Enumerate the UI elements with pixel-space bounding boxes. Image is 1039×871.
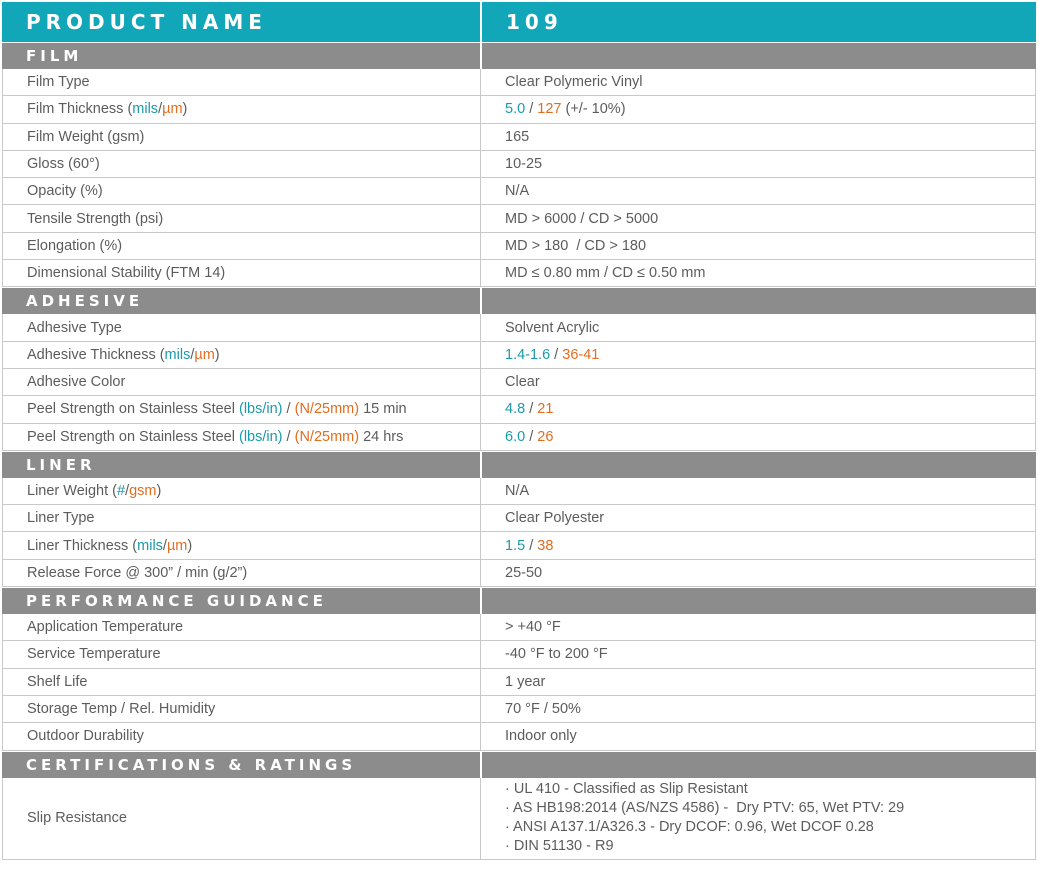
- table-row: [2, 560, 1036, 587]
- property-value-list: [480, 778, 1036, 859]
- product-name-label: PRODUCT NAME: [26, 10, 267, 34]
- section-header-liner: [2, 451, 1036, 478]
- section-title: FILM: [26, 47, 83, 65]
- section-header-performance: [2, 587, 1036, 614]
- property-value: 165: [480, 124, 1036, 150]
- property-label: Dimensional Stability (FTM 14): [2, 260, 480, 286]
- property-label: Film Weight (gsm): [2, 124, 480, 150]
- property-value: Solvent Acrylic: [480, 314, 1036, 340]
- property-value: 1.4-1.6 / 36-41: [480, 342, 1036, 368]
- property-value: 1.5 / 38: [480, 532, 1036, 558]
- product-name-value: 109: [480, 2, 1036, 42]
- property-label: Peel Strength on Stainless Steel (lbs/in) / (N/25mm) 24 hrs: [2, 424, 480, 450]
- property-label: Shelf Life: [2, 669, 480, 695]
- property-label: Gloss (60°): [2, 151, 480, 177]
- property-value: MD ≤ 0.80 mm / CD ≤ 0.50 mm: [480, 260, 1036, 286]
- property-value: Clear Polymeric Vinyl: [480, 69, 1036, 95]
- property-label: Tensile Strength (psi): [2, 205, 480, 231]
- table-row: [2, 532, 1036, 559]
- section-header-certifications: [2, 751, 1036, 778]
- property-value: Clear: [480, 369, 1036, 395]
- table-row: [2, 233, 1036, 260]
- table-row: [2, 205, 1036, 232]
- table-row: [2, 641, 1036, 668]
- property-value: N/A: [480, 178, 1036, 204]
- table-row: [2, 614, 1036, 641]
- list-item: · UL 410 - Classified as Slip Resistant: [505, 781, 748, 798]
- section-title: PERFORMANCE GUIDANCE: [26, 592, 327, 611]
- table-row: [2, 342, 1036, 369]
- section-title: LINER: [26, 455, 96, 474]
- property-label: Adhesive Type: [2, 314, 480, 340]
- section-header-adhesive: [2, 287, 1036, 314]
- property-label: Adhesive Color: [2, 369, 480, 395]
- list-item: · AS HB198:2014 (AS/NZS 4586) - Dry PTV: 65, Wet PTV: 29: [505, 800, 905, 817]
- table-header-row: [2, 2, 1036, 42]
- table-row: [2, 696, 1036, 723]
- property-label: Liner Type: [2, 505, 480, 531]
- property-value: Clear Polyester: [480, 505, 1036, 531]
- property-value: 25-50: [480, 560, 1036, 586]
- property-label: Application Temperature: [2, 614, 480, 640]
- property-label: Liner Thickness ( mils / µm ): [2, 532, 480, 558]
- table-row: [2, 478, 1036, 505]
- property-label: Slip Resistance: [2, 778, 480, 859]
- property-value: N/A: [480, 478, 1036, 504]
- property-value: 5.0 / 127 (+/- 10%): [480, 96, 1036, 122]
- property-value: 4.8 / 21: [480, 396, 1036, 422]
- table-row: [2, 178, 1036, 205]
- property-value: MD > 6000 / CD > 5000: [480, 205, 1036, 231]
- table-row: [2, 505, 1036, 532]
- property-value: > +40 °F: [480, 614, 1036, 640]
- property-label: Outdoor Durability: [2, 723, 480, 749]
- section-title: CERTIFICATIONS & RATINGS: [26, 755, 357, 774]
- property-label: Storage Temp / Rel. Humidity: [2, 696, 480, 722]
- property-label: Release Force @ 300” / min (g/2”): [2, 560, 480, 586]
- table-row: [2, 96, 1036, 123]
- property-label: Service Temperature: [2, 641, 480, 667]
- table-row: [2, 69, 1036, 96]
- property-value: 6.0 / 26: [480, 424, 1036, 450]
- property-value: 70 °F / 50%: [480, 696, 1036, 722]
- property-label: Liner Weight ( # / gsm ): [2, 478, 480, 504]
- spec-sheet-table: [2, 2, 1036, 860]
- property-label: Elongation (%): [2, 233, 480, 259]
- property-label: Adhesive Thickness ( mils / µm ): [2, 342, 480, 368]
- table-row: [2, 778, 1036, 860]
- property-value: MD > 180 / CD > 180: [480, 233, 1036, 259]
- table-row: [2, 151, 1036, 178]
- property-label: Opacity (%): [2, 178, 480, 204]
- property-value: 1 year: [480, 669, 1036, 695]
- property-value: -40 °F to 200 °F: [480, 641, 1036, 667]
- property-label: Film Type: [2, 69, 480, 95]
- table-row: [2, 369, 1036, 396]
- table-row: [2, 723, 1036, 750]
- table-row: [2, 396, 1036, 423]
- section-title: ADHESIVE: [26, 292, 144, 311]
- list-item: · ANSI A137.1/A326.3 - Dry DCOF: 0.96, Wet DCOF 0.28: [505, 819, 874, 836]
- property-value: Indoor only: [480, 723, 1036, 749]
- property-label: Film Thickness ( mils / µm ): [2, 96, 480, 122]
- list-item: · DIN 51130 - R9: [505, 838, 614, 855]
- table-row: [2, 314, 1036, 341]
- property-label: Peel Strength on Stainless Steel (lbs/in) / (N/25mm) 15 min: [2, 396, 480, 422]
- table-row: [2, 124, 1036, 151]
- table-row: [2, 669, 1036, 696]
- table-row: [2, 424, 1036, 451]
- property-value: 10-25: [480, 151, 1036, 177]
- section-header-film: [2, 42, 1036, 69]
- table-row: [2, 260, 1036, 287]
